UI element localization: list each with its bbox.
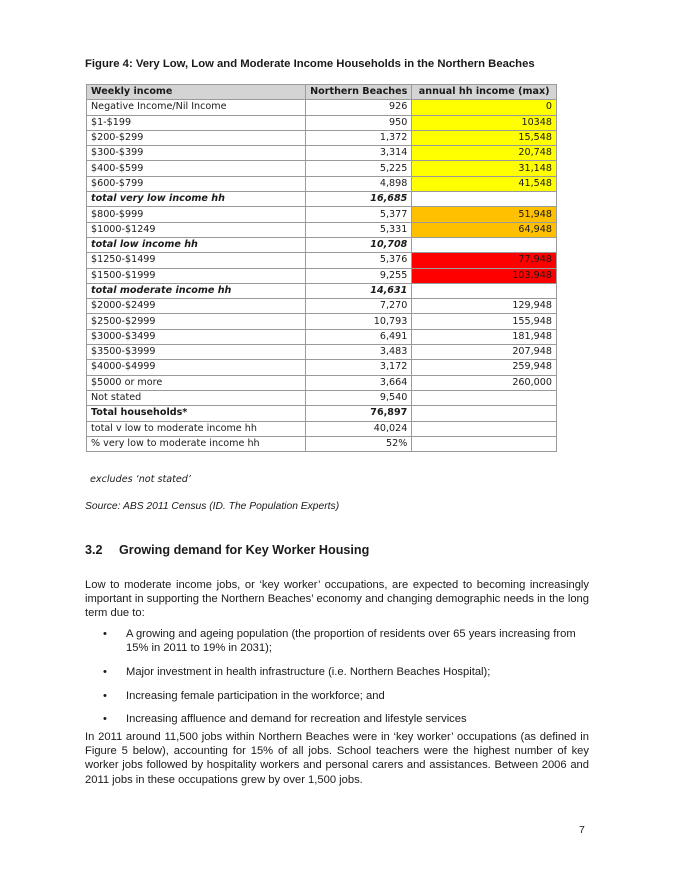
annual-income-cell xyxy=(412,406,557,421)
bullet-text: Major investment in health infrastructure (i.e. Northern Beaches Hospital); xyxy=(126,665,491,678)
bullet-icon: • xyxy=(103,689,107,702)
household-count-cell: 10,793 xyxy=(306,314,412,329)
annual-income-cell: 260,000 xyxy=(412,375,557,390)
income-bracket-cell: Negative Income/Nil Income xyxy=(87,100,306,115)
annual-income-cell: 41,548 xyxy=(412,176,557,191)
table-row xyxy=(87,222,557,237)
household-count-cell: 6,491 xyxy=(306,329,412,344)
header-weekly-income: Weekly income xyxy=(87,85,306,100)
source-citation: Source: ABS 2011 Census (ID. The Population Experts) xyxy=(85,501,340,512)
household-count-cell: 4,898 xyxy=(306,176,412,191)
bullet-icon: • xyxy=(103,713,107,726)
table-row xyxy=(87,130,557,145)
income-bracket-cell: % very low to moderate income hh xyxy=(87,436,306,451)
table-footnote: excludes ‘not stated’ xyxy=(90,474,191,485)
table-row xyxy=(87,253,557,268)
income-bracket-cell: $600-$799 xyxy=(87,176,306,191)
table-row xyxy=(87,115,557,130)
table-row xyxy=(87,360,557,375)
household-count-cell: 5,377 xyxy=(306,207,412,222)
figure-title: Figure 4: Very Low, Low and Moderate Income Households in the Northern Beaches xyxy=(85,58,535,70)
income-bracket-cell: total moderate income hh xyxy=(87,283,306,298)
income-bracket-cell: $3000-$3499 xyxy=(87,329,306,344)
bullet-item xyxy=(85,689,589,703)
page-number: 7 xyxy=(579,824,585,836)
income-bracket-cell: Not stated xyxy=(87,390,306,405)
household-count-cell: 14,631 xyxy=(306,283,412,298)
bullet-icon: • xyxy=(103,628,107,640)
subtotal-row xyxy=(87,192,557,207)
table-row xyxy=(87,146,557,161)
table-row xyxy=(87,268,557,283)
annual-income-cell: 31,148 xyxy=(412,161,557,176)
income-bracket-cell: $400-$599 xyxy=(87,161,306,176)
household-count-cell: 926 xyxy=(306,100,412,115)
income-bracket-cell: $200-$299 xyxy=(87,130,306,145)
table-row xyxy=(87,176,557,191)
income-bracket-cell: total low income hh xyxy=(87,237,306,252)
annual-income-cell: 15,548 xyxy=(412,130,557,145)
section-heading xyxy=(85,543,369,557)
income-bracket-cell: $1250-$1499 xyxy=(87,253,306,268)
table-row xyxy=(87,421,557,436)
income-bracket-cell: $300-$399 xyxy=(87,146,306,161)
income-bracket-cell: $2000-$2499 xyxy=(87,299,306,314)
household-count-cell: 3,172 xyxy=(306,360,412,375)
annual-income-cell: 259,948 xyxy=(412,360,557,375)
table-header-row xyxy=(87,85,557,100)
bullet-item xyxy=(85,627,589,655)
bullet-text: Increasing affluence and demand for recreation and lifestyle services xyxy=(126,713,467,726)
annual-income-cell: 207,948 xyxy=(412,345,557,360)
household-count-cell: 76,897 xyxy=(306,406,412,421)
household-count-cell: 10,708 xyxy=(306,237,412,252)
intro-paragraph: Low to moderate income jobs, or ‘key worker’ occupations, are expected to becoming increasingly important in supporting the Northern Beaches’ economy and changing demographic needs in the long term due to: xyxy=(85,579,589,620)
household-count-cell: 5,376 xyxy=(306,253,412,268)
income-bracket-cell: $1500-$1999 xyxy=(87,268,306,283)
income-bracket-cell: total v low to moderate income hh xyxy=(87,421,306,436)
annual-income-cell xyxy=(412,390,557,405)
subtotal-row xyxy=(87,237,557,252)
bullet-icon: • xyxy=(103,665,107,678)
household-count-cell: 3,483 xyxy=(306,345,412,360)
subtotal-row xyxy=(87,283,557,298)
income-bracket-cell: $1-$199 xyxy=(87,115,306,130)
annual-income-cell xyxy=(412,283,557,298)
income-bracket-cell: $3500-$3999 xyxy=(87,345,306,360)
annual-income-cell: 0 xyxy=(412,100,557,115)
closing-paragraph: In 2011 around 11,500 jobs within Northern Beaches were in ‘key worker’ occupations (as defined in Figure 5 below), accounting for 15% of all jobs. School teachers were the highest number of key worker jobs followed by hospitality workers and personal carers and assistances. Between 2006 and 2011 jobs in these occupations grew by over 1,500 jobs. xyxy=(85,731,589,786)
household-count-cell: 1,372 xyxy=(306,130,412,145)
household-count-cell: 7,270 xyxy=(306,299,412,314)
annual-income-cell: 155,948 xyxy=(412,314,557,329)
table-row xyxy=(87,436,557,451)
household-count-cell: 5,331 xyxy=(306,222,412,237)
table-row xyxy=(87,100,557,115)
bullet-list xyxy=(85,627,589,736)
section-number: 3.2 xyxy=(85,543,103,557)
household-count-cell: 3,664 xyxy=(306,375,412,390)
annual-income-cell: 20,748 xyxy=(412,146,557,161)
annual-income-cell xyxy=(412,192,557,207)
annual-income-cell: 77,948 xyxy=(412,253,557,268)
annual-income-cell: 51,948 xyxy=(412,207,557,222)
annual-income-cell: 64,948 xyxy=(412,222,557,237)
section-title: Growing demand for Key Worker Housing xyxy=(119,543,370,557)
household-count-cell: 40,024 xyxy=(306,421,412,436)
annual-income-cell: 129,948 xyxy=(412,299,557,314)
income-bracket-cell: $1000-$1249 xyxy=(87,222,306,237)
household-count-cell: 5,225 xyxy=(306,161,412,176)
annual-income-cell xyxy=(412,436,557,451)
annual-income-cell xyxy=(412,421,557,436)
table-row xyxy=(87,345,557,360)
household-count-cell: 52% xyxy=(306,436,412,451)
table-row xyxy=(87,299,557,314)
income-bracket-cell: $800-$999 xyxy=(87,207,306,222)
table-row xyxy=(87,161,557,176)
grand-total-row xyxy=(87,406,557,421)
table-row xyxy=(87,314,557,329)
income-households-table xyxy=(86,84,557,452)
header-northern-beaches: Northern Beaches xyxy=(306,85,412,100)
income-bracket-cell: $2500-$2999 xyxy=(87,314,306,329)
household-count-cell: 950 xyxy=(306,115,412,130)
annual-income-cell xyxy=(412,237,557,252)
header-annual-income: annual hh income (max) xyxy=(412,85,557,100)
bullet-item xyxy=(85,665,589,679)
table-row xyxy=(87,207,557,222)
bullet-text: A growing and ageing population (the proportion of residents over 65 years increasing from 15% in 2011 to 19% in 2031); xyxy=(126,628,576,655)
income-bracket-cell: Total households* xyxy=(87,406,306,421)
bullet-item xyxy=(85,712,589,726)
annual-income-cell: 103,948 xyxy=(412,268,557,283)
household-count-cell: 9,540 xyxy=(306,390,412,405)
annual-income-cell: 181,948 xyxy=(412,329,557,344)
table-row xyxy=(87,375,557,390)
table-row xyxy=(87,329,557,344)
annual-income-cell: 10348 xyxy=(412,115,557,130)
bullet-text: Increasing female participation in the workforce; and xyxy=(126,689,385,702)
income-bracket-cell: total very low income hh xyxy=(87,192,306,207)
income-bracket-cell: $4000-$4999 xyxy=(87,360,306,375)
table-row xyxy=(87,390,557,405)
income-bracket-cell: $5000 or more xyxy=(87,375,306,390)
household-count-cell: 3,314 xyxy=(306,146,412,161)
household-count-cell: 16,685 xyxy=(306,192,412,207)
household-count-cell: 9,255 xyxy=(306,268,412,283)
